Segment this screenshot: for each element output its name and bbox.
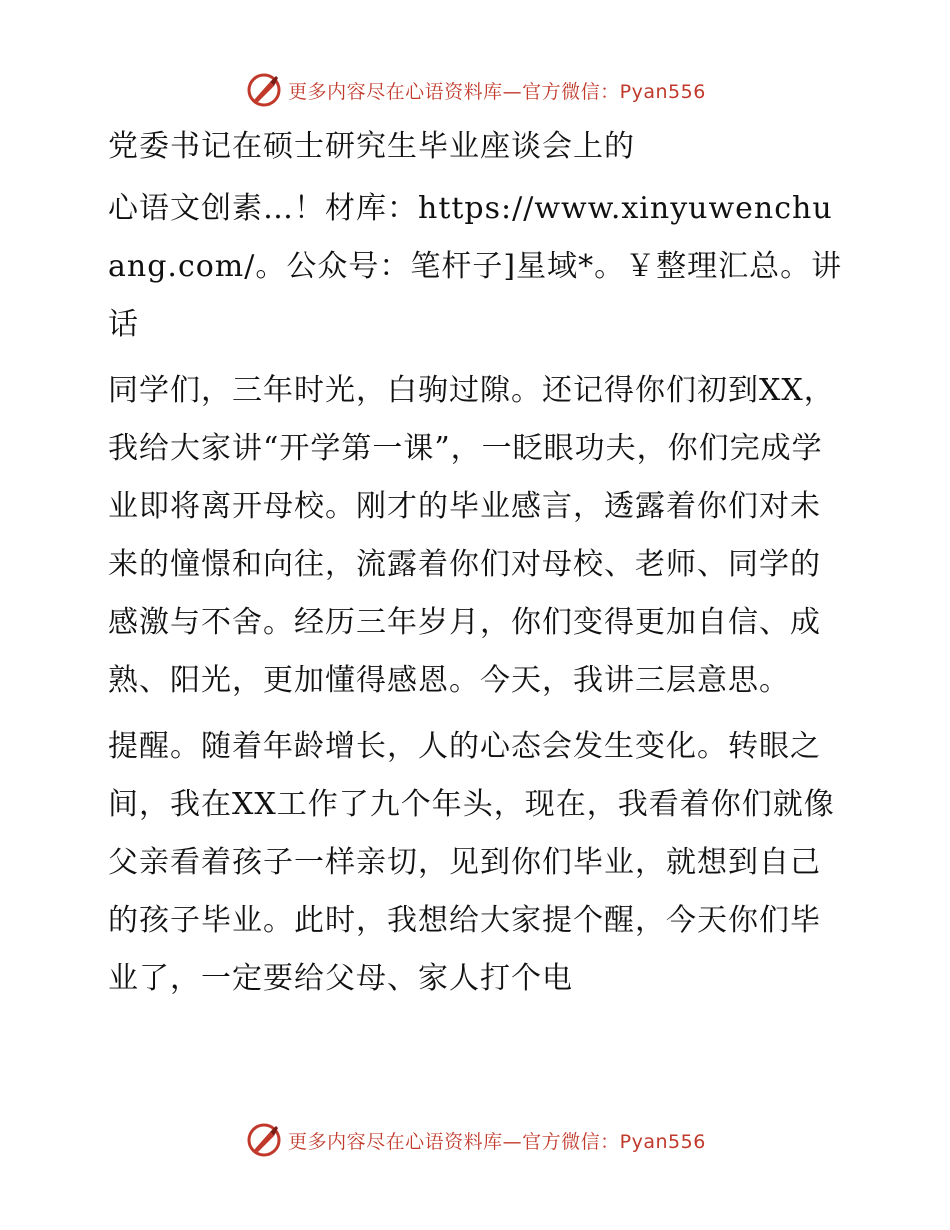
footer-banner [0,1118,950,1162]
header-banner [0,68,950,112]
paragraph-source-note: 心语文创素…！材库：https://www.xinyuwenchuang.com/。公众号：笔杆子]星域*。￥整理汇总。讲话 [108,191,843,342]
banner-text: 更多内容尽在心语资料库—官方微信：Pyan556 [288,1130,706,1153]
paragraph-opening: 同学们，三年时光，白驹过隙。还记得你们初到XX，我给大家讲“开学第一课”，一眨眼功夫，你们完成学业即将离开母校。刚才的毕业感言，透露着你们对未来的憧憬和向往，流露着你们对母校、老师、同学的感激与不舍。经历三年岁月，你们变得更加自信、成熟、阳光，更加懂得感恩。今天，我讲三层意思。 [108,373,835,698]
document-title: 党委书记在硕士研究生毕业座谈会上的 [108,129,635,164]
paragraph-reminder: 提醒。随着年龄增长，人的心态会发生变化。转眼之间，我在XX工作了九个年头，现在，我看着你们就像父亲看着孩子一样亲切，见到你们毕业，就想到自己的孩子毕业。此时，我想给大家提个醒，今天你们毕业了，一定要给父母、家人打个电 [108,729,835,996]
document-body [98,118,850,1016]
pen-logo-icon [244,1120,284,1160]
banner-text: 更多内容尽在心语资料库—官方微信：Pyan556 [288,80,706,103]
pen-logo-icon [244,70,284,110]
